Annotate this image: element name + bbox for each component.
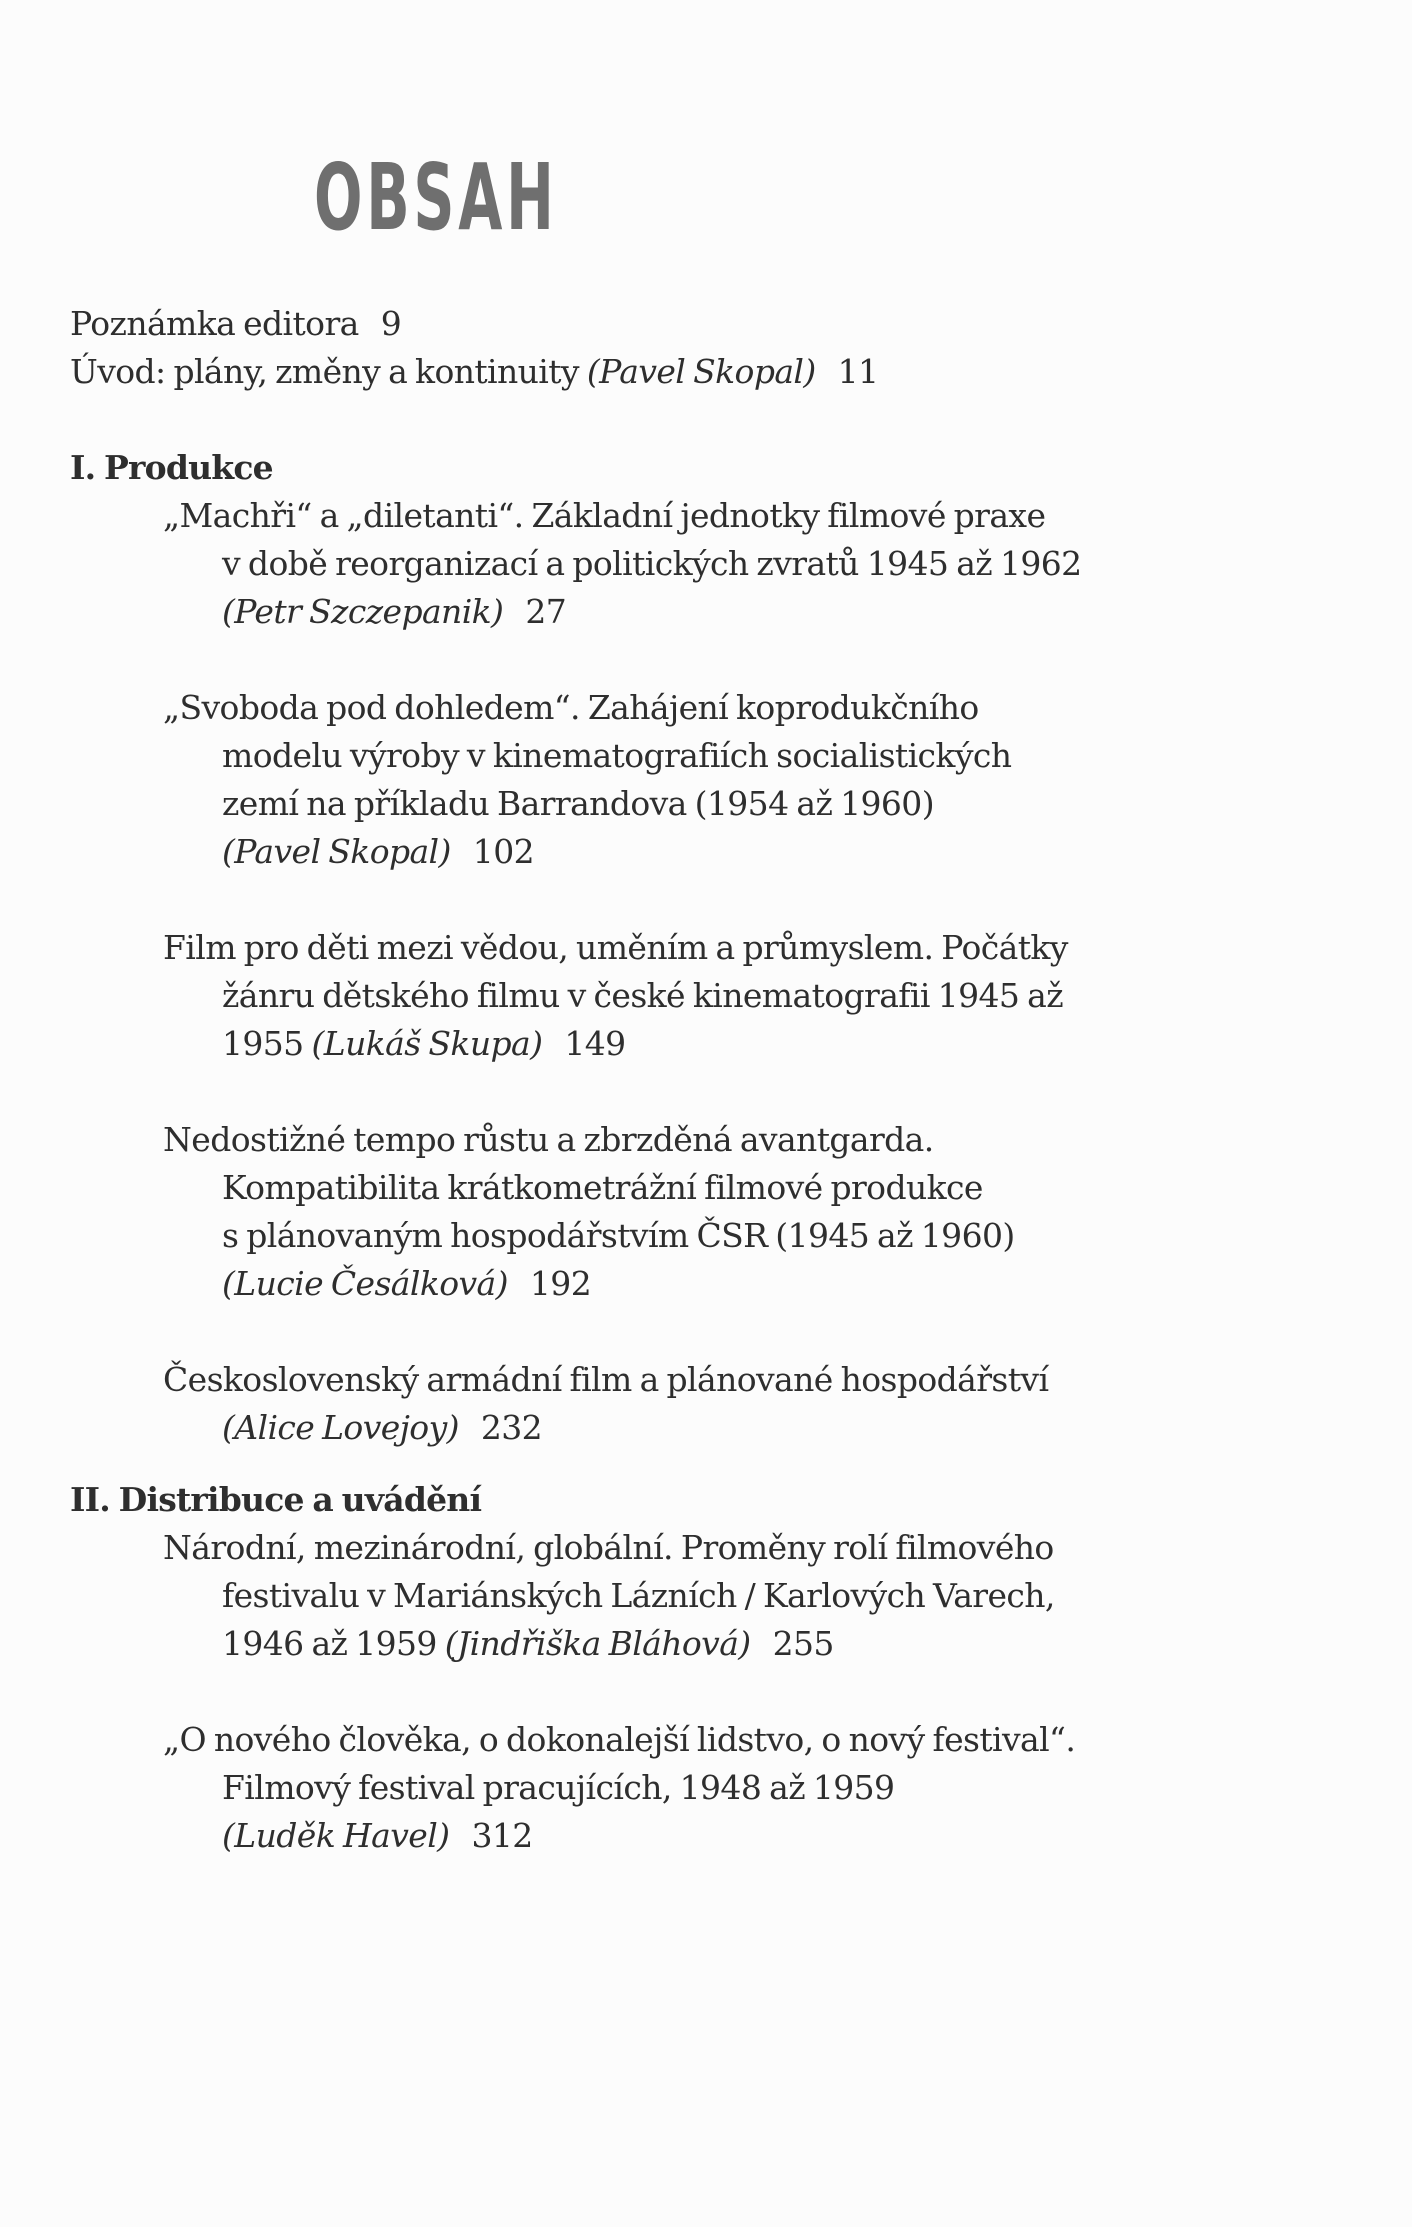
page-number: 192 <box>529 1264 592 1303</box>
toc-entry[interactable] <box>70 492 1350 636</box>
section-heading: II. Distribuce a uvádění <box>70 1480 482 1519</box>
entry-title-line: Nedostižné tempo růstu a zbrzděná avantgarda. <box>163 1120 934 1159</box>
toc-entry-editor-note[interactable] <box>70 300 1350 348</box>
entry-title-line: „O nového člověka, o dokonalejší lidstvo, o nový festival“. <box>163 1720 1076 1759</box>
entry-title-line: „Machři“ a „diletanti“. Základní jednotky filmové praxe <box>163 496 1046 535</box>
entry-title-line: v době reorganizací a politických zvratů 1945 až 1962 <box>222 544 1082 583</box>
page-title: OBSAH <box>314 144 558 251</box>
entry-author: (Alice Lovejoy) <box>222 1408 459 1447</box>
entry-byline <box>70 828 1350 876</box>
entry-byline <box>70 1812 1350 1860</box>
entry-title: Poznámka editora <box>70 304 359 343</box>
entry-byline <box>70 1404 1350 1452</box>
toc-entry[interactable] <box>70 1116 1350 1308</box>
toc-entry[interactable] <box>70 684 1350 876</box>
entry-title-line: Filmový festival pracujících, 1948 až 1959 <box>222 1768 895 1807</box>
entry-title-line: „Svoboda pod dohledem“. Zahájení koprodukčního <box>163 688 979 727</box>
page-number: 11 <box>837 352 879 391</box>
entry-title-line: Film pro děti mezi vědou, uměním a průmyslem. Počátky <box>163 928 1068 967</box>
entry-title-line: Kompatibilita krátkometrážní filmové produkce <box>222 1168 983 1207</box>
entry-author: (Pavel Skopal) <box>222 832 451 871</box>
page-number: 9 <box>380 304 402 343</box>
entry-byline <box>70 1020 1350 1068</box>
front-matter <box>70 300 1350 396</box>
page-number: 232 <box>480 1408 543 1447</box>
page-number: 149 <box>564 1024 626 1063</box>
entry-byline <box>70 1260 1350 1308</box>
page-number: 102 <box>472 832 534 871</box>
toc-entry[interactable] <box>70 1524 1350 1668</box>
toc-entry-introduction[interactable] <box>70 348 1350 396</box>
entry-author: (Pavel Skopal) <box>586 352 816 391</box>
entry-author: (Lucie Česálková) <box>222 1264 508 1303</box>
entry-author: (Luděk Havel) <box>222 1816 450 1855</box>
section-heading: I. Produkce <box>70 448 273 487</box>
entry-title-line: modelu výroby v kinematografiích socialistických <box>222 736 1012 775</box>
entry-author: (Petr Szczepanik) <box>222 592 504 631</box>
entry-byline <box>70 588 1350 636</box>
entry-title-tail: 1946 až 1959 <box>222 1624 445 1663</box>
entry-author: (Jindřiška Bláhová) <box>444 1624 751 1663</box>
entry-title-line: zemí na příkladu Barrandova (1954 až 1960) <box>222 784 934 823</box>
table-of-contents <box>70 300 1350 1860</box>
section-production <box>70 444 1350 1452</box>
page-number: 27 <box>525 592 567 631</box>
toc-entry[interactable] <box>70 924 1350 1068</box>
page-number: 255 <box>772 1624 834 1663</box>
toc-entry[interactable] <box>70 1356 1350 1452</box>
entry-byline <box>70 1620 1350 1668</box>
toc-entry[interactable] <box>70 1716 1350 1860</box>
entry-title-line: žánru dětského filmu v české kinematografii 1945 až <box>222 976 1064 1015</box>
page-number: 312 <box>471 1816 533 1855</box>
entry-title: Úvod: plány, změny a kontinuity <box>70 352 579 391</box>
entry-title-line: Československý armádní film a plánované hospodářství <box>163 1360 1049 1399</box>
entry-title-line: s plánovaným hospodářstvím ČSR (1945 až 1960) <box>222 1216 1015 1255</box>
entry-title-tail: 1955 <box>222 1024 312 1063</box>
entry-title-line: Národní, mezinárodní, globální. Proměny rolí filmového <box>163 1528 1054 1567</box>
section-distribution <box>70 1476 1350 1860</box>
entry-title-line: festivalu v Mariánských Lázních / Karlových Varech, <box>222 1576 1055 1615</box>
entry-author: (Lukáš Skupa) <box>311 1024 543 1063</box>
